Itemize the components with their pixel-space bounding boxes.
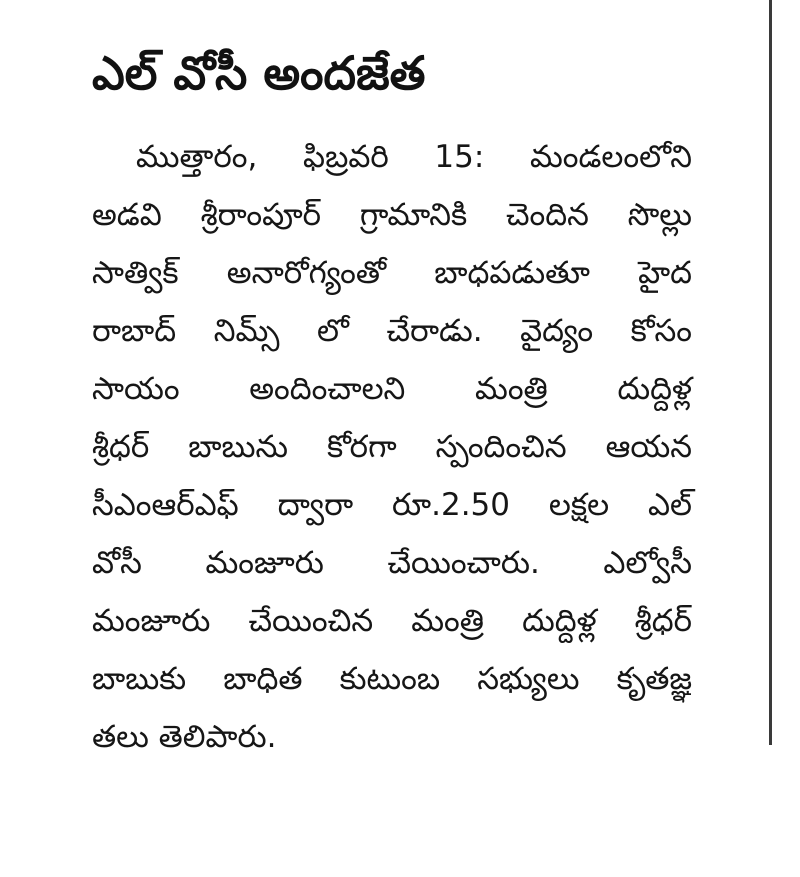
article-line: సీఎంఆర్ఎఫ్ ద్వారా రూ.2.50 లక్షల ఎల్ (92, 487, 692, 523)
article-line: మంజూరు చేయించిన మంత్రి దుద్దిళ్ల శ్రీధర్ (92, 603, 692, 639)
article-line: అడవి శ్రీరాంపూర్ గ్రామానికి చెందిన సొల్లు (92, 197, 692, 233)
column-divider (769, 0, 772, 745)
article-line: రాబాద్ నిమ్స్ లో చేరాడు. వైద్యం కోసం (92, 313, 692, 349)
article-line: సాత్విక్ అనారోగ్యంతో బాధపడుతూ హైద (92, 255, 692, 291)
cut-off-headline-fragment (92, 0, 562, 8)
article-line: వోసీ మంజూరు చేయించారు. ఎల్వోసీ (92, 545, 692, 581)
article-body (92, 128, 692, 766)
article-line: ముత్తారం, ఫిబ్రవరి 15: మండలంలోని (136, 139, 692, 175)
article-line: తలు తెలిపారు. (92, 719, 277, 755)
article-line: సాయం అందించాలని మంత్రి దుద్దిళ్ల (92, 371, 692, 407)
article-line: బాబుకు బాధిత కుటుంబ సభ్యులు కృతజ్ఞ (92, 661, 692, 697)
article-line: శ్రీధర్ బాబును కోరగా స్పందించిన ఆయన (92, 429, 692, 465)
article-headline: ఎల్ వోసీ అందజేత (92, 46, 426, 100)
